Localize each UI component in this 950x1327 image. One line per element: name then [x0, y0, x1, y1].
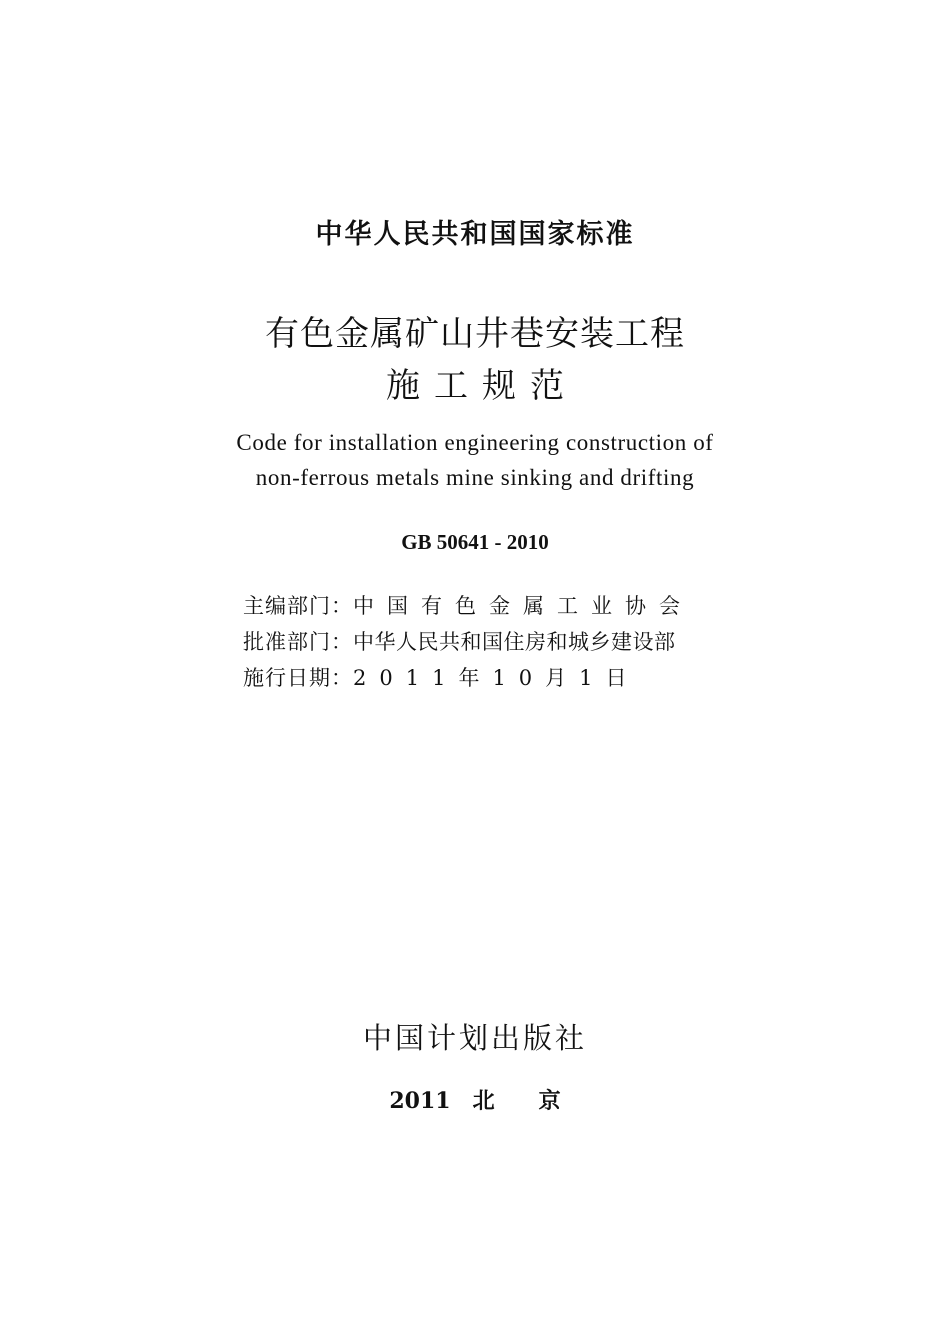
national-standard-heading: 中华人民共和国国家标准 [315, 219, 635, 250]
english-title-line-1: Code for installation engineering construction of [236, 430, 714, 455]
editor-department-row [243, 590, 713, 620]
standard-code: GB 50641 - 2010 [401, 530, 549, 554]
editor-department-label: 主编部门： [243, 594, 353, 618]
english-title-line-2: non-ferrous metals mine sinking and drifting [255, 465, 695, 490]
approval-department-value: 中华人民共和国住房和城乡建设部 [353, 630, 676, 654]
editor-department-value: 中国有色金属工业协会 [353, 594, 693, 618]
effective-date-label: 施行日期： [243, 666, 353, 690]
effective-date-row [243, 662, 713, 692]
document-title-line-2: 施工规范 [386, 366, 578, 406]
approval-department-row [243, 626, 713, 656]
document-title-line-1: 有色金属矿山井巷安装工程 [265, 314, 685, 354]
publisher-name: 中国计划出版社 [362, 1021, 587, 1055]
approval-department-label: 批准部门： [243, 630, 353, 654]
effective-date-value: 2011年10月1日 [353, 666, 640, 690]
publication-year-city: 2011 北 京 [389, 1088, 561, 1114]
